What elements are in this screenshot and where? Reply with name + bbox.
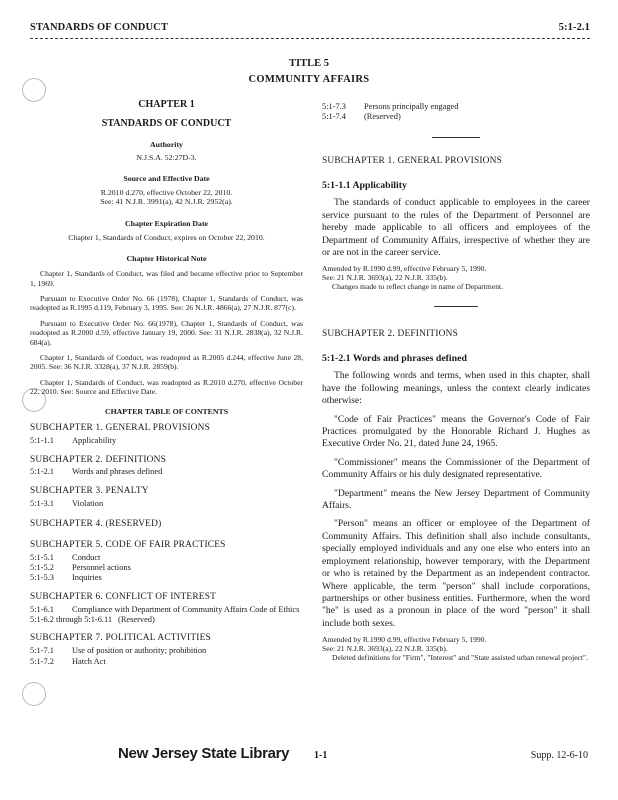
- definitions: [322, 370, 590, 630]
- definition-paragraph: "Department" means the New Jersey Department of Community Affairs.: [322, 487, 590, 512]
- expiration-heading: Chapter Expiration Date: [124, 218, 209, 228]
- history-notes: [30, 269, 303, 396]
- header-title: STANDARDS OF CONDUCT: [30, 22, 168, 33]
- authority-text: N.J.S.A. 52:27D-3.: [136, 153, 197, 163]
- toc-continued: [322, 102, 590, 123]
- chapter-name: STANDARDS OF CONDUCT: [101, 117, 232, 129]
- running-header: [30, 22, 590, 38]
- supplement-date: Supp. 12-6-10: [530, 750, 588, 761]
- history-note: Pursuant to Executive Order No. 66(1978), Chapter 1, Standards of Conduct, was readopted as R.2000 d.59, effective January 19, 2000. See: 31 N.J.R. 2838(a), 32 N.J.R. 684(a).: [30, 318, 303, 347]
- history-note: Pursuant to Executive Order No. 66 (1978), Chapter 1, Standards of Conduct, was readopted as R.1995 d.119, February 3, 1995. See: 26 N.J.R. 4866(a), 27 N.J.R. 877(c).: [30, 293, 303, 313]
- subchapter-heading: SUBCHAPTER 2. DEFINITIONS: [322, 328, 458, 339]
- history-note: Chapter 1, Standards of Conduct, was filed and became effective prior to September 1, 1969.: [30, 269, 303, 288]
- history-note: Chapter 1, Standards of Conduct, was readopted as R.2010 d.270, effective October 22, 2010. See: Source and Effective Date.: [30, 377, 303, 397]
- definition-paragraph: "Commissioner" means the Commissioner of the Department of Community Affairs or his duly designated representative.: [322, 456, 590, 481]
- table-of-contents: [30, 423, 303, 667]
- toc-entry[interactable]: 5:1-6.1 Compliance with Department of Community Affairs Code of Ethics: [30, 604, 300, 614]
- toc-entry[interactable]: 5:1-5.2 Personnel actions: [30, 563, 131, 573]
- toc-entry[interactable]: 5:1-7.1 Use of position or authority; prohibition: [30, 646, 207, 656]
- chapter-number: CHAPTER 1: [138, 99, 195, 110]
- title-name: COMMUNITY AFFAIRS: [248, 74, 370, 85]
- toc-subchapter: SUBCHAPTER 5. CODE OF FAIR PRACTICES: [30, 539, 226, 550]
- authority-heading: Authority: [150, 139, 183, 149]
- right-column: [322, 96, 590, 663]
- library-stamp: New Jersey State Library: [118, 745, 290, 762]
- toc-subchapter: SUBCHAPTER 7. POLITICAL ACTIVITIES: [30, 633, 211, 644]
- toc-entry[interactable]: 5:1-7.3 Persons principally engaged: [322, 102, 459, 111]
- toc-entry[interactable]: 5:1-2.1 Words and phrases defined: [30, 467, 163, 477]
- source-line-2: See: 41 N.J.R. 3991(a), 42 N.J.R. 2952(a).: [100, 197, 233, 207]
- toc-entry[interactable]: 5:1-7.2 Hatch Act: [30, 656, 106, 666]
- definition-paragraph: "Person" means an officer or employee of the Department of Community Affairs. This definition shall also include consultants, specially employed individuals and any one else who enters into an employment relationship, however temporary, with the Department or who is retained by the Department as an independent contractor. Where applicable, the term "person" shall include corporations, partnerships or other business entities. Furthermore, when the word "he" is used as a pronoun in place of the word "person" it shall include both sexes.: [322, 518, 590, 629]
- history-note: Chapter 1, Standards of Conduct, was readopted as R.2005 d.244, effective June 28, 2005. See: 36 N.J.R. 3328(a), 37 N.J.R. 2859(b).: [30, 353, 303, 372]
- left-column: [30, 96, 303, 667]
- source-heading: Source and Effective Date: [123, 173, 210, 183]
- toc-subchapter: SUBCHAPTER 2. DEFINITIONS: [30, 454, 166, 465]
- toc-entry[interactable]: 5:1-1.1 Applicability: [30, 436, 117, 446]
- amendment-note: Amended by R.1990 d.99, effective February 5, 1990. See: 21 N.J.R. 3693(a), 22 N.J.R. 335(b). Changes made to reflect change in name of Department.: [322, 264, 504, 292]
- section-heading: 5:1-1.1 Applicability: [322, 179, 407, 191]
- amendment-note: Amended by R.1990 d.99, effective February 5, 1990. See: 21 N.J.R. 3693(a), 22 N.J.R. 335(b). Deleted definitions for "Firm", "Interest" and "State assisted urban renewal project".: [322, 635, 589, 662]
- toc-subchapter: SUBCHAPTER 3. PENALTY: [30, 485, 149, 496]
- section-divider: [434, 306, 478, 307]
- header-section: 5:1-2.1: [558, 22, 590, 33]
- definition-paragraph: The following words and terms, when used in this chapter, shall have the following meanings, unless the context clearly indicates otherwise:: [322, 370, 590, 407]
- expiration-text: Chapter 1, Standards of Conduct, expires on October 22, 2010.: [68, 232, 265, 242]
- page-footer: [0, 745, 618, 769]
- section-body: The standards of conduct applicable to employees in the career service pursuant to the rules of the Department of Personnel are hereby made applicable to all officers and employees of the Department of Community Affairs, irrespective of whether they are or are not in the career service.: [322, 197, 590, 259]
- history-heading: Chapter Historical Note: [126, 254, 207, 264]
- subchapter-heading: SUBCHAPTER 1. GENERAL PROVISIONS: [322, 155, 503, 166]
- toc-entry[interactable]: 5:1-5.3 Inquiries: [30, 573, 102, 583]
- toc-subchapter: SUBCHAPTER 4. (RESERVED): [30, 519, 162, 530]
- title-number: TITLE 5: [289, 58, 329, 69]
- toc-entry[interactable]: 5:1-6.2 through 5:1-6.11 (Reserved): [30, 615, 155, 625]
- toc-subchapter: SUBCHAPTER 6. CONFLICT OF INTEREST: [30, 591, 217, 602]
- section-heading: 5:1-2.1 Words and phrases defined: [322, 352, 467, 364]
- section-divider: [432, 137, 480, 138]
- toc-subchapter: SUBCHAPTER 1. GENERAL PROVISIONS: [30, 423, 211, 434]
- page-number: 1-1: [314, 750, 328, 761]
- toc-entry[interactable]: 5:1-3.1 Violation: [30, 498, 104, 508]
- toc-entry[interactable]: 5:1-5.1 Conduct: [30, 552, 101, 562]
- header-rule: [30, 38, 590, 39]
- toc-heading: CHAPTER TABLE OF CONTENTS: [104, 406, 229, 416]
- toc-entry[interactable]: 5:1-7.4 (Reserved): [322, 112, 401, 122]
- definition-paragraph: "Code of Fair Practices" means the Governor's Code of Fair Practices promulgated by the Honorable Richard J. Hughes as Executive Order No. 21, dated June 24, 1965.: [322, 413, 590, 450]
- punch-hole-bottom: [22, 682, 46, 706]
- source-line-1: R.2010 d.270, effective October 22, 2010.: [100, 187, 233, 197]
